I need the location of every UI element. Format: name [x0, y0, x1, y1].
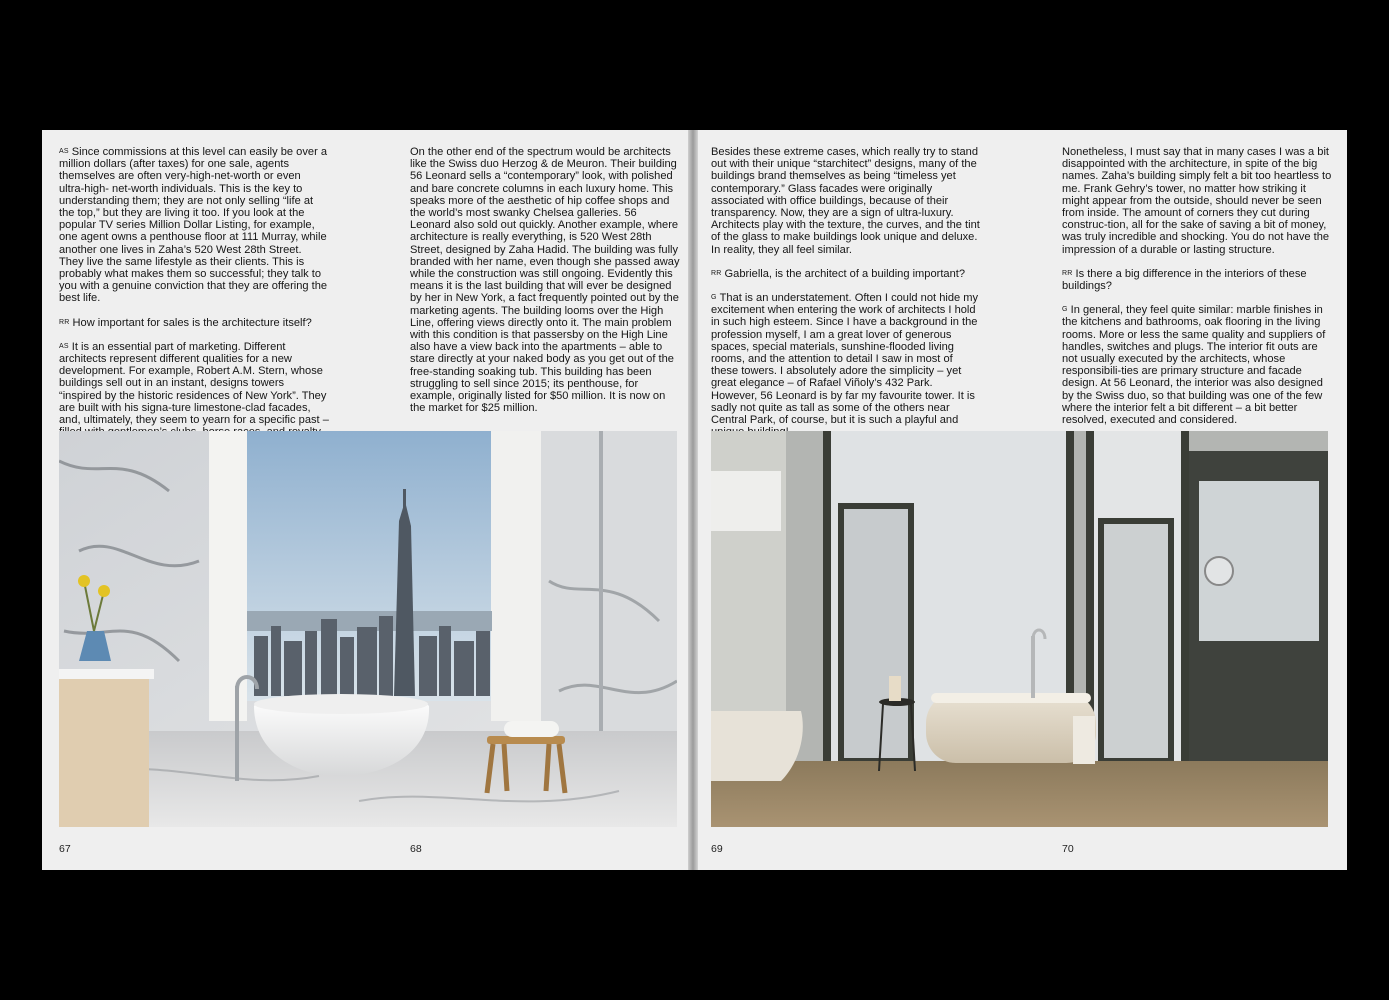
- paragraph: [1062, 146, 1332, 256]
- page-number: 68: [410, 843, 422, 855]
- paragraph: [59, 341, 329, 439]
- text-column-page-69: [711, 146, 981, 450]
- paragraph: [59, 146, 329, 305]
- speaker-tag: G: [711, 294, 717, 302]
- speaker-tag: AS: [59, 342, 69, 350]
- paragraph-text: That is an understatement. Often I could not hide my excitement when entering the work of architects I hold in such high esteem. Since I have a background in the profession myself, I am a great lover of generous spaces, special materials, sunshine-flooded living rooms, and the attention to detail I saw in most of these towers. I absolutely adore the simplicity – yet great elegance – of Rafael Viñoly’s 432 Park. However, 56 Leonard is by far my favourite tower. It is sadly not quite as tall as some of the others near Central Park, of course, but it is such a playful and: [711, 292, 979, 427]
- paragraph: [711, 146, 981, 256]
- bathroom-skyline-photo: [59, 431, 677, 827]
- paragraph-text: How important for sales is the architecture itself?: [72, 316, 312, 329]
- book-gutter: [688, 130, 698, 870]
- speaker-tag: RR: [1062, 269, 1073, 277]
- speaker-tag: RR: [711, 269, 722, 277]
- paragraph: [1062, 304, 1332, 426]
- paragraph-text: It is an essential part of marketing. Different architects represent different qualities for a new development. For example, Robert A.M. Stern, whose buildings sell out in an instant, designs towers “inspired by the historic residences of New York”. They are built with his signa-ture limestone-clad facades, and, ultimately, they seem to yearn for a specific past –: [59, 340, 329, 427]
- paragraph-text: In general, they feel quite similar: marble finishes in the kitchens and bathrooms, oak flooring in the living rooms. More or less the same quality and suppliers of handles, switches and plugs. The interior fit outs are not usually executed by the architects, whose responsibili-ties are primary structure and facade design. At 56 Leonard, the interior was also designed by the Swiss duo, so that building was one of the few where the interior felt a bit different – a bit better resolved, executed and considered.: [1062, 304, 1326, 427]
- page-number: 69: [711, 843, 723, 855]
- bathroom-interior-photo: [711, 431, 1328, 827]
- paragraph-text: Nonetheless, I must say that in many cases I was a bit disappointed with the architecture, in spite of the big names. Zaha’s building simply felt a bit too heartless to me. Frank Gehry’s tower, no matter how striking it might appear from the outside, should never be seen from inside. The amount of corners they cut during construc-tion, all for the sake of saving a bit of money, was truly incredible and shocking. You do not have the impression of a durable or lasting structure.: [1062, 146, 1332, 256]
- paragraph-text: Besides these extreme cases, which really try to stand out with their unique “starchitect” designs, many of the buildings brand themselves as being “timeless yet contemporary.” Glass facades were originally associated with office buildings, because of their transparency. Now, they are a sign of ultra-luxury. Architects play with the texture, the curves, and the tint of the glass to make buildings look unique and deluxe. In reality, they all feel similar.: [711, 146, 980, 256]
- speaker-tag: AS: [59, 148, 69, 155]
- speaker-tag: RR: [59, 318, 70, 326]
- paragraph-text: Since commissions at this level can easily be over a million dollars (after taxes) for one sale, agents themselves are often very-high-net-worth or even ultra-high- net-worth individuals. This is the key to understanding them; they are not only selling “life at the top,” but they are living it too. If you look at the popular TV series Million Dollar Listing, for example, one agent owns a penthouse floor at 111 Murray, while another one lives in Zaha’s 520 West 28th Street. They live the same lifestyle as their clients. This is probably what makes them so successful; they talk to you with a genuine conviction that they are offering the best life.: [59, 146, 328, 305]
- paragraph: [711, 292, 981, 438]
- paragraph: [59, 317, 329, 329]
- paragraph-text: Gabriella, is the architect of a building important?: [724, 267, 966, 280]
- paragraph: [711, 268, 981, 280]
- paragraph: [1062, 268, 1332, 292]
- page-number: 67: [59, 843, 71, 855]
- speaker-tag: G: [1062, 306, 1068, 314]
- paragraph-text: Is there a big difference in the interiors of these buildings?: [1062, 267, 1307, 293]
- text-column-page-67: [59, 146, 329, 450]
- page-number: 70: [1062, 843, 1074, 855]
- paragraph: [410, 146, 680, 414]
- text-column-page-70: [1062, 146, 1332, 438]
- text-column-page-68: [410, 146, 680, 426]
- paragraph-text: On the other end of the spectrum would be architects like the Swiss duo Herzog & de Meuron. Their building 56 Leonard sells a “contemporary” look, with polished and bare concrete columns in each luxury home. This speaks more of the aesthetic of hip coffee shops and the world’s most swanky Chelsea galleries. 56 Leonard also sold out quickly. Another example, where architecture is really everything, is 520 West 28th Street, designed by Zaha Hadid. The building was fully branded with her name, even though she passed away while the construction was still ongoing. Evidently this means it is the last building that will ever be designed by her in New York, a fact frequently pointed out by the marketing agents. The building looms over the High Line, offering views directly onto it. The main problem with this condition is that passersby on the High Line also have a view back into the apartments – able to stare directly at your naked body as you get out of the free-standing soaking tub. This building has been struggling to sell since 2015; its penthouse, for example, originally listed for $50 million. It is now on the market for $25 million.: [410, 146, 680, 415]
